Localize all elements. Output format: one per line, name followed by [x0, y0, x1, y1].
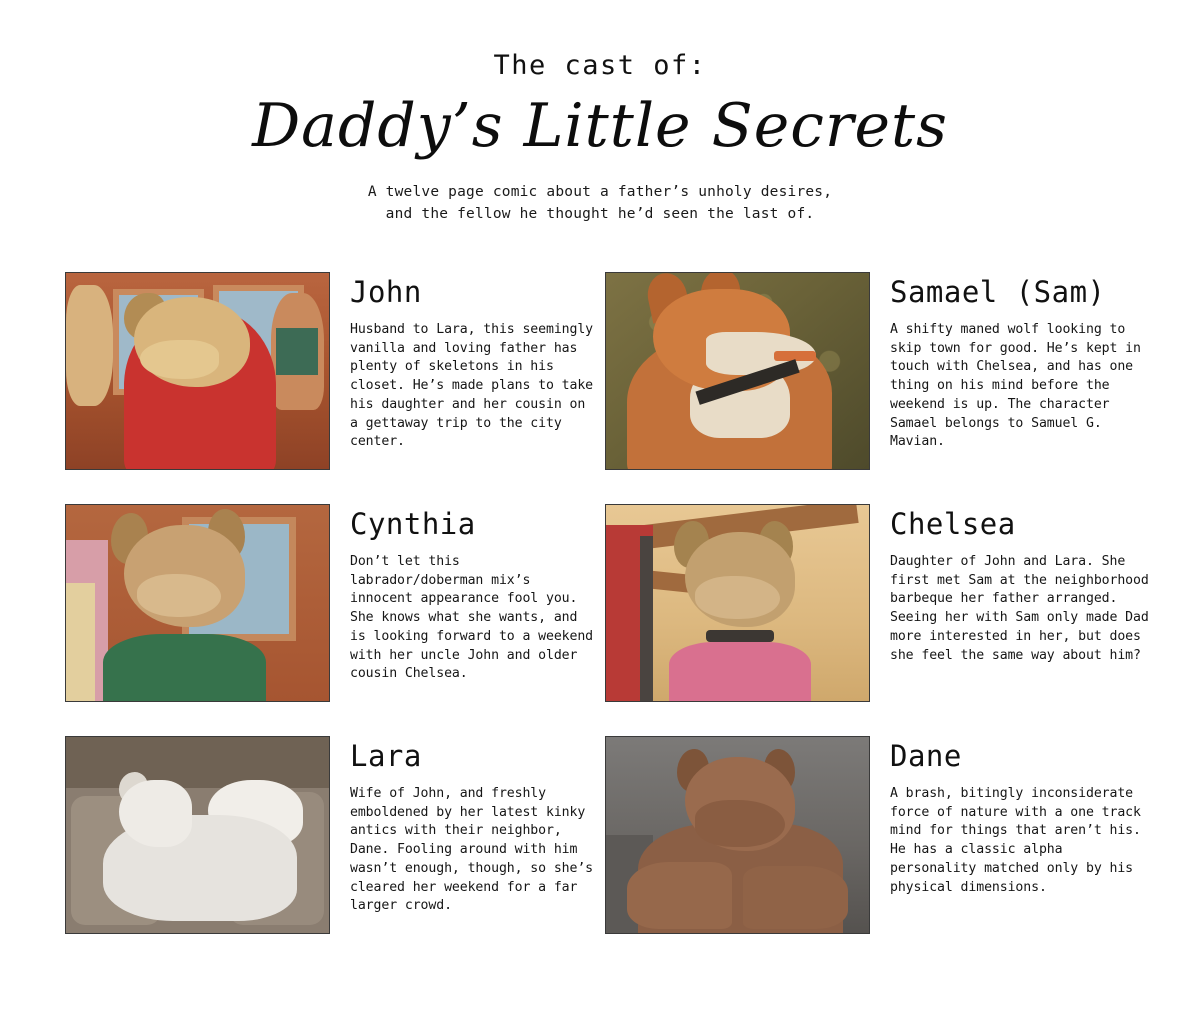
- cast-entry-cynthia: [65, 504, 605, 736]
- character-description: Don’t let this labrador/doberman mix’s innocent appearance fool you. She knows what she wants, and is looking forward to a weekend with her uncle John and older cousin Chelsea.: [350, 554, 594, 682]
- samael-portrait: [605, 272, 870, 470]
- cast-of-label: The cast of:: [493, 50, 707, 81]
- cast-grid: [65, 272, 1151, 968]
- cast-entry-samael: [605, 272, 1151, 504]
- character-name: John: [350, 275, 422, 309]
- page-title: Daddy’s Little Secrets: [252, 91, 948, 161]
- dane-portrait: [605, 736, 870, 934]
- lara-portrait: [65, 736, 330, 934]
- cast-entry-john: [65, 272, 605, 504]
- character-name: Chelsea: [890, 507, 1016, 541]
- cast-entry-chelsea: [605, 504, 1151, 736]
- character-name: Cynthia: [350, 507, 476, 541]
- subtitle-line-1: A twelve page comic about a father’s unholy desires,: [367, 184, 833, 200]
- character-description: Daughter of John and Lara. She first met Sam at the neighborhood barbeque her father arranged. Seeing her with Sam only made Dad more interested in her, but does she feel the same way about him?: [890, 554, 1149, 663]
- subtitle-line-2: and the fellow he thought he’d seen the last of.: [385, 205, 815, 222]
- character-name: Samael (Sam): [890, 275, 1106, 309]
- cynthia-portrait: [65, 504, 330, 702]
- character-name: Dane: [890, 739, 962, 773]
- character-description: A shifty maned wolf looking to skip town for good. He’s kept in touch with Chelsea, and has one thing on his mind before the weekend is up. The character Samael belongs to Samuel G. Mavian.: [890, 322, 1141, 450]
- chelsea-portrait: [605, 504, 870, 702]
- character-description: A brash, bitingly inconsiderate force of nature with a one track mind for things that aren’t his. He has a classic alpha personality matched only by his physical dimensions.: [890, 786, 1141, 895]
- cast-entry-lara: [65, 736, 605, 968]
- john-portrait: [65, 272, 330, 470]
- page-subtitle: [0, 182, 1200, 226]
- character-description: Wife of John, and freshly emboldened by her latest kinky antics with their neighbor, Dane. Fooling around with him wasn’t enough, though, so she’s cleared her weekend for a far larger crowd.: [350, 786, 594, 914]
- page-header: [0, 0, 1200, 226]
- character-name: Lara: [350, 739, 422, 773]
- character-description: Husband to Lara, this seemingly vanilla and loving father has plenty of skeletons in his closet. He’s made plans to take his daughter and her cousin on a gettaway trip to the city center.: [350, 322, 594, 450]
- cast-entry-dane: [605, 736, 1151, 968]
